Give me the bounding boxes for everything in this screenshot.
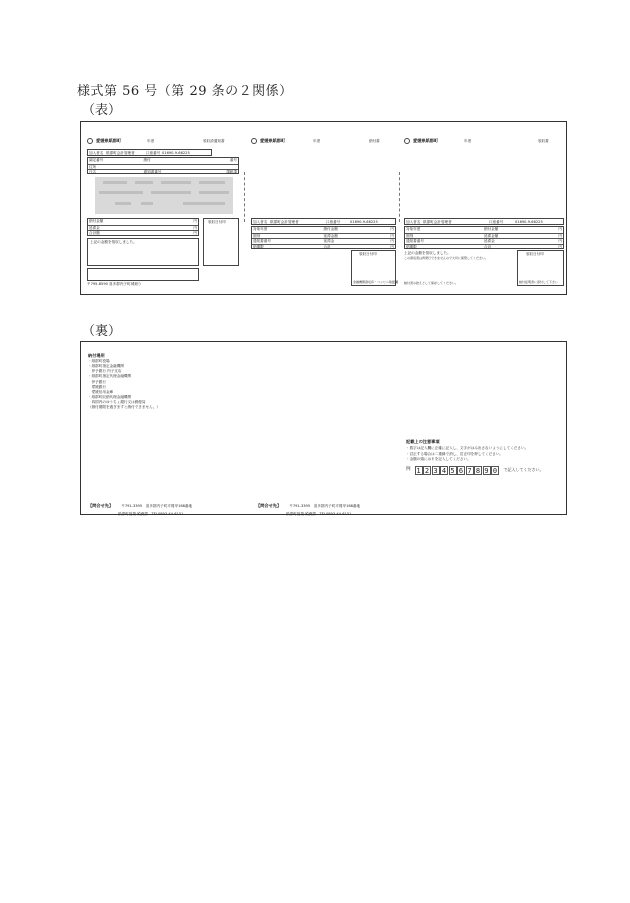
list-item: ・紙郡町指定代理金融機関 (88, 374, 132, 379)
panel-1-note: 上記の金額を領収しました。 (90, 240, 137, 244)
list-item: ・訂正する場合は二重線で消し、訂正印を押してください。 (406, 451, 504, 456)
example-digit: 3 (433, 466, 438, 475)
list-item: 四国内のゆうちょ銀行又は郵便局 (88, 399, 146, 404)
table-row: 氏名 通知書番号 課税課 (89, 170, 237, 175)
example-digit: 5 (450, 466, 455, 475)
list-item: 愛媛信用金庫 (88, 389, 114, 394)
inquiry-mid (256, 492, 360, 516)
panel-3-footer: 納付書の控えとして保存してください。 (404, 281, 459, 285)
panel-1-account-label: 口座番号 (146, 150, 161, 155)
panel-1-payer-value: 紙郡町会計管理者 (106, 150, 135, 155)
table-row: 延滞金 円 (89, 225, 197, 230)
panel-3-note: 上記の金額を領収しました。 (404, 251, 451, 255)
list-item: ・紙郡町収納代理金融機関 (88, 394, 132, 399)
example-digit: 6 (458, 466, 464, 475)
panel-3-year: 年度 (464, 139, 472, 143)
panel-1-year: 年度 (147, 139, 155, 143)
inquiry-left-line1: 〒791-3395 喜多郡内子町平岡甲168番地 (121, 504, 193, 508)
inquiry-mid-line1: 〒791-3395 喜多郡内子町平岡甲168番地 (289, 504, 361, 508)
ocr-zone (95, 177, 233, 214)
panel-1-payer-label: 加入者名 (89, 150, 104, 155)
panel-1-footer: 〒795-8590 喜多郡内子町城廻り (87, 282, 142, 286)
list-item: ・紙郡町指定金融機関 (88, 364, 124, 369)
example-digit: 8 (475, 466, 481, 475)
seal-icon (87, 138, 93, 144)
example-suffix: で記入してください。 (503, 467, 544, 473)
panel-3-stamp-box: 領収日付印 納付証明書に添付して下さい (517, 250, 564, 286)
panel-1-stamp-label: 領収日付印 (208, 219, 226, 224)
perforation (399, 172, 400, 222)
panel-2-year: 年度 (313, 139, 321, 143)
panel-2-payer-box: 加入者名 紙郡町会計管理者 口座番号 01690-9-66225 (251, 218, 396, 225)
table-row: 住所 (88, 164, 238, 171)
back-sheet (80, 341, 567, 515)
seal-icon (404, 138, 410, 144)
list-item: ・数字は記入欄に正確に記入し、文字がはみ出さないようにしてください。 (406, 446, 529, 451)
panel-1-org: 愛媛県紙郡町 (96, 138, 122, 143)
example-digit: 7 (467, 466, 472, 475)
panel-2-table (251, 226, 396, 249)
entry-notes (406, 440, 561, 475)
panel-2-kind: 納付書 (369, 139, 380, 143)
panel-3 (404, 138, 564, 288)
panel-1-payer-box (87, 149, 212, 156)
digit-example (406, 466, 561, 475)
panel-1-info-table (87, 157, 239, 174)
front-side-label: （表） (82, 103, 122, 118)
panel-2-stamp-box: 領収日付印 金融機関領収印・コンビニ取扱欄 (353, 251, 399, 284)
panel-3-payer-box: 加入者名 紙郡町会計管理者 口座番号 01690-9-66225 (404, 218, 564, 225)
panel-3-org: 愛媛県紙郡町 (413, 138, 439, 143)
panel-1-kind: 領収済通知書 (203, 139, 225, 143)
table-row: 対象年度 納付金額 円 (253, 227, 394, 231)
panel-1 (87, 138, 239, 288)
example-digit: 9 (484, 466, 489, 475)
panel-1-amount-table (87, 218, 199, 236)
panel-3-note2: この領収書は再発行できませんので大切に保管してください。 (404, 256, 489, 260)
panel-2 (251, 138, 399, 288)
inquiry-mid-line2: 紙郡町役場 税務課 TEL0893-44-6151 (286, 511, 352, 516)
list-item: ・金額の頭には￥を記入してください。 (406, 457, 471, 462)
panel-1-stamp-box (203, 218, 239, 266)
table-row: 納期限 合計 円 (253, 244, 394, 249)
table-row: 期別 延滞金額 円 (253, 233, 394, 238)
panel-1-note-box (87, 238, 199, 266)
panel-1-account-value: 01690-9-66225 (162, 150, 190, 155)
document-title: 様式第 56 号（第 29 条の２関係） (77, 84, 293, 99)
list-item: ・紙郡町役場 (88, 359, 110, 364)
list-item: 愛媛銀行 (88, 384, 106, 389)
front-sheet (80, 121, 567, 295)
example-label: 例 (406, 467, 411, 473)
inquiry-left-line2: 紙郡町役場 税務課 TEL0893-44-6151 (118, 511, 184, 516)
table-row: 調定番号 納付 番号 (89, 158, 237, 162)
perforation (244, 172, 245, 222)
list-item: （納付期限を過ぎますと納付できません。） (88, 405, 161, 410)
list-item: 伊予銀行 内子支店 (88, 369, 122, 374)
table-row: 納付金額 円 (89, 219, 197, 223)
table-row: 納期限 合計 円 (406, 244, 562, 249)
panel-3-kind: 領収書 (538, 139, 549, 143)
panel-2-org: 愛媛県紙郡町 (260, 138, 286, 143)
example-digit: 2 (424, 466, 430, 475)
example-digit: 1 (416, 466, 421, 475)
table-row: 通知書番号 延滞金 円 (253, 239, 394, 244)
payment-places (88, 354, 238, 411)
payment-places-title: 納付場所 (88, 353, 105, 358)
back-side-label: （裏） (82, 324, 122, 339)
list-item: 伊予銀行 (88, 379, 106, 384)
table-row: 対象年度 納付金額 円 (406, 227, 562, 231)
seal-icon (251, 138, 257, 144)
inquiry-left-label: 【問合せ先】 (88, 503, 114, 508)
inquiry-left (88, 492, 192, 516)
example-digit: 0 (492, 466, 498, 475)
panel-1-sign-box (87, 268, 199, 281)
example-digit: 4 (441, 466, 447, 475)
panel-3-table (404, 226, 564, 249)
table-row: 通知書番号 延滞金 円 (406, 239, 562, 244)
table-row: 合計額 円 (89, 231, 197, 236)
inquiry-mid-label: 【問合せ先】 (256, 503, 282, 508)
table-row: 期別 延滞金額 円 (406, 233, 562, 238)
entry-notes-title: 記載上の注意事項 (406, 439, 440, 444)
